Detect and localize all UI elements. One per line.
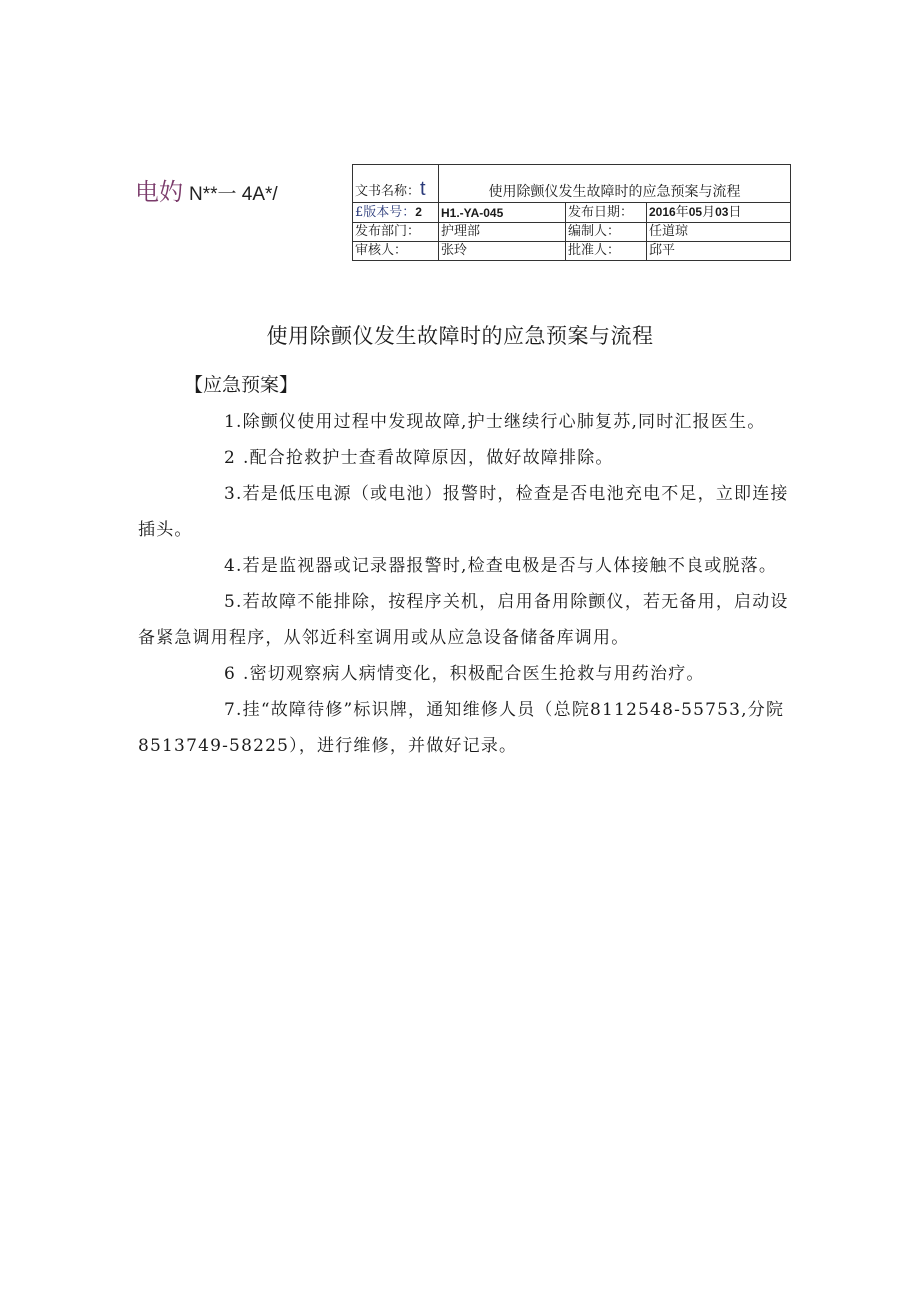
approver-label: 批准人：: [566, 242, 647, 261]
item-number: 2: [224, 448, 237, 468]
logo-latin-text: N**一 4A*/: [189, 184, 278, 205]
section-heading: 【应急预案】: [184, 374, 299, 396]
doc-code: H1.-YA-045: [439, 203, 566, 223]
procedure-item: [138, 548, 794, 584]
procedure-list: [138, 404, 794, 764]
publish-date-value: [647, 203, 791, 223]
item-number: 5: [224, 592, 237, 612]
item-text: .除颤仪使用过程中发现故障,护士继续行心肺复苏,同时汇报医生。: [236, 412, 766, 432]
item-text: .挂“故障待修”标识牌，通知维修人员（总院8112548-55753,分院8513749-58225），进行维修，并做好记录。: [138, 700, 785, 756]
info-row-review: [353, 242, 791, 261]
item-text: .若是低压电源（或电池）报警时，检查是否电池充电不足，立即连接插头。: [138, 484, 789, 540]
publish-year-unit: 年: [675, 205, 689, 220]
procedure-item: [138, 692, 794, 764]
item-text: .若是监视器或记录器报警时,检查电极是否与人体接触不良或脱落。: [236, 556, 778, 576]
item-number: 6: [224, 664, 237, 684]
doc-title-cell: 使用除颤仪发生故障时的应急预案与流程: [439, 165, 791, 203]
info-row-dept: [353, 223, 791, 242]
item-text: .密切观察病人病情变化，积极配合医生抢救与用药治疗。: [243, 664, 705, 684]
version-value: 2: [415, 205, 422, 219]
logo-chinese-text: 电妁: [135, 178, 183, 206]
procedure-item: [138, 440, 794, 476]
publish-month: 05: [688, 205, 703, 219]
hospital-logo: [135, 172, 278, 207]
publish-date-label: 发布日期：: [566, 203, 647, 223]
item-number: 1: [224, 412, 237, 432]
document-title: 使用除颤仪发生故障时的应急预案与流程: [266, 324, 654, 348]
item-number: 7: [224, 700, 237, 720]
document-info-table: [352, 164, 791, 261]
publish-day-unit: 日: [728, 205, 742, 220]
approver-value: 邱平: [647, 242, 791, 261]
info-row-version: [353, 203, 791, 223]
item-text: .配合抢救护士查看故障原因，做好故障排除。: [243, 448, 614, 468]
publish-month-unit: 月: [702, 205, 716, 220]
procedure-item: [138, 404, 794, 440]
procedure-item: [138, 584, 794, 656]
version-label: £版本号：: [355, 205, 416, 220]
dept-label: 发布部门：: [353, 223, 439, 242]
version-cell: [353, 203, 439, 223]
procedure-item: [138, 476, 794, 548]
item-number: 4: [224, 556, 237, 576]
reviewer-label: 审核人：: [353, 242, 439, 261]
publish-day: 03: [715, 205, 729, 219]
doc-name-cell: [353, 165, 439, 203]
doc-name-mark: t: [420, 178, 426, 200]
info-row-title: [353, 165, 791, 203]
procedure-item: [138, 656, 794, 692]
doc-name-label: 文书名称：: [355, 184, 421, 199]
dept-value: 护理部: [439, 223, 566, 242]
editor-value: 任道琼: [647, 223, 791, 242]
publish-year: 2016: [649, 205, 676, 219]
editor-label: 编制人：: [566, 223, 647, 242]
item-text: .若故障不能排除，按程序关机，启用备用除颤仪，若无备用，启动设备紧急调用程序，从邻近科室调用或从应急设备储备库调用。: [138, 592, 789, 648]
reviewer-value: 张玲: [439, 242, 566, 261]
item-number: 3: [224, 484, 237, 504]
